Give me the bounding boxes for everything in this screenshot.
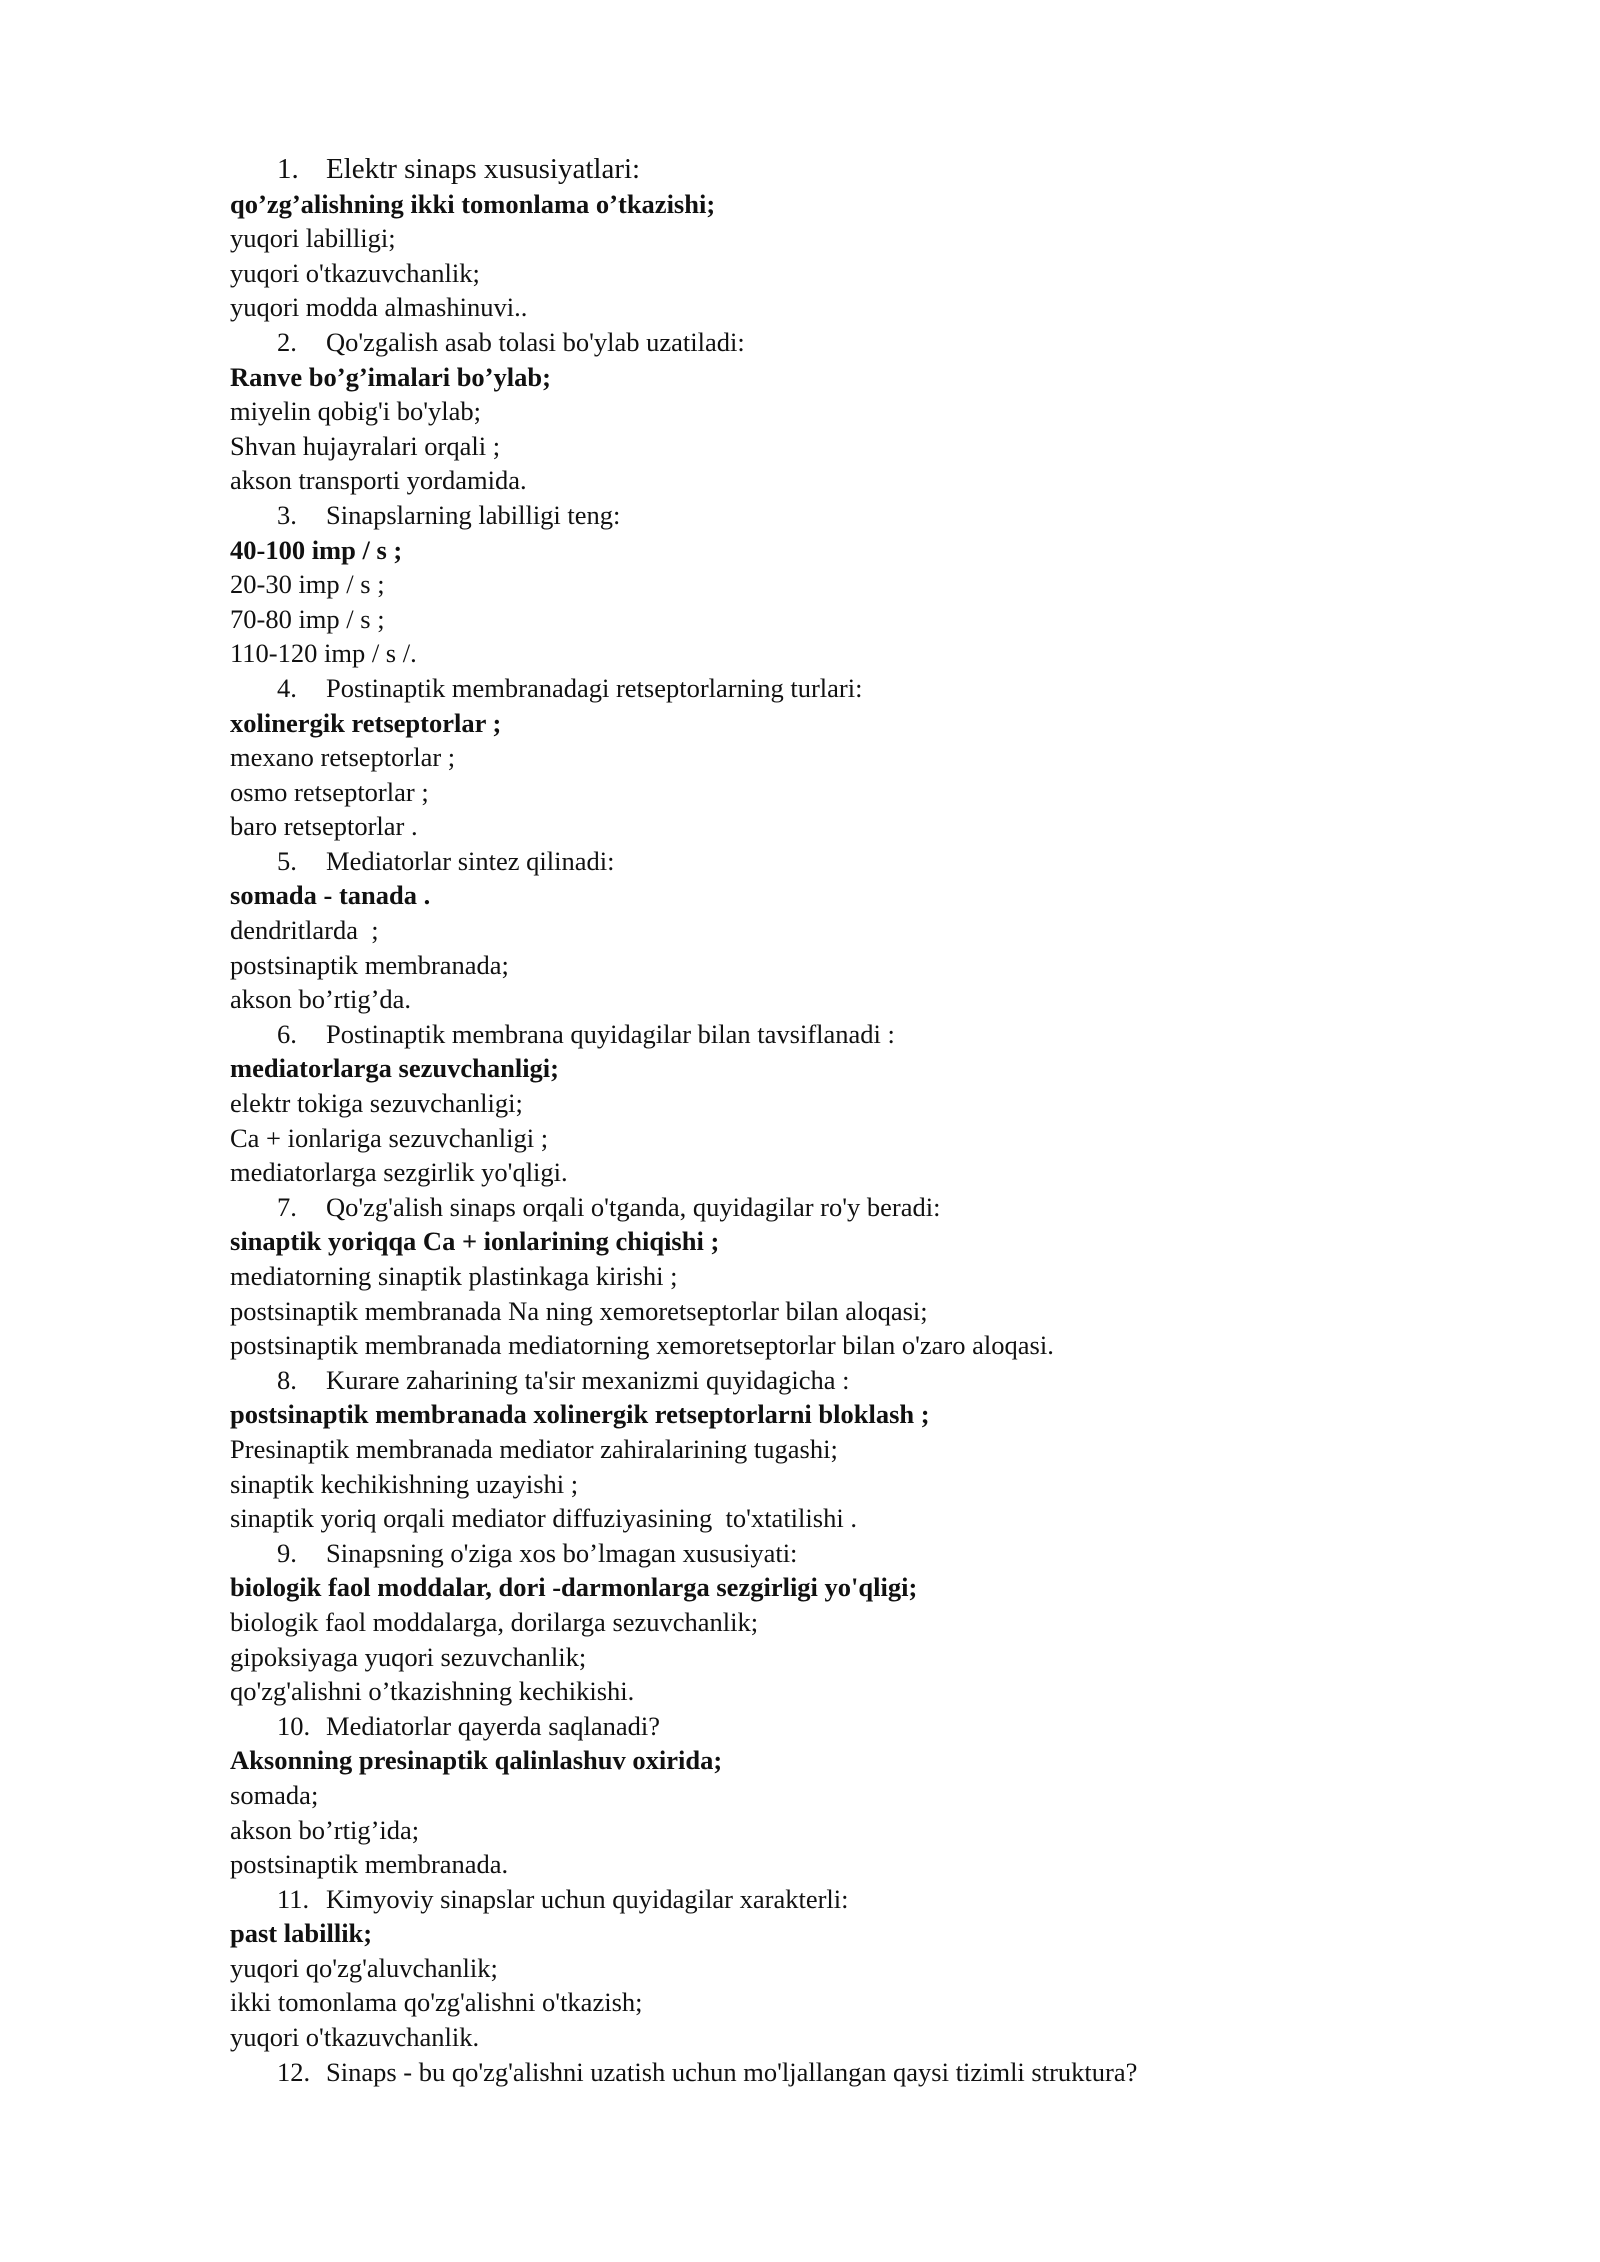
answer-option: elektr tokiga sezuvchanligi; — [230, 1088, 523, 1119]
answer-option: gipoksiyaga yuqori sezuvchanlik; — [230, 1641, 587, 1672]
correct-answer: somada - tanada . — [230, 880, 431, 911]
answer-option: biologik faol moddalarga, dorilarga sezuvchanlik; — [230, 1606, 759, 1637]
answer-option: mediatorning sinaptik plastinkaga kirishi ; — [230, 1261, 678, 1291]
answer-option: somada; — [230, 1779, 319, 1810]
answer-option: mexano retseptorlar ; — [230, 742, 456, 773]
correct-answer: sinaptik yoriqqa Ca + ionlarining chiqishi ; — [230, 1226, 720, 1257]
question-text: Sinapsning o'ziga xos bo’lmagan xususiyati: — [326, 1537, 798, 1568]
question-11 — [230, 1882, 1530, 1917]
answer-option: Presinaptik membranada mediator zahiralarining tugashi; — [230, 1433, 838, 1464]
answer-option: miyelin qobig'i bo'ylab; — [230, 396, 481, 427]
question-text: Qo'zgalish asab tolasi bo'ylab uzatiladi: — [326, 326, 745, 357]
question-2 — [230, 325, 1530, 360]
answer-option: Ca + ionlariga sezuvchanligi ; — [230, 1122, 549, 1153]
question-number: 11. — [277, 1883, 310, 1914]
question-5 — [230, 844, 1530, 879]
answer-option: yuqori o'tkazuvchanlik. — [230, 2022, 480, 2053]
question-number: 10. — [277, 1710, 311, 1741]
correct-answer: Ranve bo’g’imalari bo’ylab; — [230, 361, 551, 392]
answer-option: yuqori qo'zg'aluvchanlik; — [230, 1952, 498, 1983]
correct-answer: xolinergik retseptorlar ; — [230, 707, 502, 738]
answer-option: postsinaptik membranada mediatorning xemoretseptorlar bilan o'zaro aloqasi. — [230, 1330, 1054, 1361]
answer-option: akson bo’rtig’ida; — [230, 1814, 420, 1845]
question-text: Sinapslarning labilligi teng: — [326, 499, 621, 530]
answer-option: dendritlarda ; — [230, 915, 379, 946]
answer-option: qo'zg'alishni o’tkazishning kechikishi. — [230, 1676, 635, 1707]
answer-option: akson bo’rtig’da. — [230, 984, 412, 1015]
question-7 — [230, 1190, 1530, 1225]
answer-option: yuqori o'tkazuvchanlik; — [230, 257, 480, 288]
question-text: Mediatorlar sintez qilinadi: — [326, 845, 615, 876]
question-text: Elektr sinaps xususiyatlari: — [326, 153, 641, 185]
question-number: 7. — [277, 1191, 297, 1222]
question-text: Mediatorlar qayerda saqlanadi? — [326, 1710, 661, 1741]
question-text: Postinaptik membranadagi retseptorlarning turlari: — [326, 672, 863, 703]
answer-option: akson transporti yordamida. — [230, 465, 527, 496]
answer-option: postsinaptik membranada Na ning xemoretseptorlar bilan aloqasi; — [230, 1295, 928, 1326]
question-text: Kurare zaharining ta'sir mexanizmi quyidagicha : — [326, 1364, 850, 1395]
question-8 — [230, 1363, 1530, 1398]
answer-option: postsinaptik membranada; — [230, 949, 509, 980]
answer-option: baro retseptorlar . — [230, 811, 418, 842]
correct-answer: mediatorlarga sezuvchanligi; — [230, 1053, 559, 1084]
question-number: 6. — [277, 1018, 297, 1049]
correct-answer: Aksonning presinaptik qalinlashuv oxirida; — [230, 1745, 723, 1776]
correct-answer: 40-100 imp / s ; — [230, 534, 403, 565]
question-3 — [230, 498, 1530, 533]
question-number: 8. — [277, 1364, 297, 1395]
answer-option: ikki tomonlama qo'zg'alishni o'tkazish; — [230, 1987, 643, 2018]
answer-option: postsinaptik membranada. — [230, 1849, 509, 1880]
question-text: Kimyoviy sinapslar uchun quyidagilar xarakterli: — [326, 1883, 849, 1914]
question-12 — [230, 2055, 1530, 2090]
question-6 — [230, 1017, 1530, 1052]
question-number: 5. — [277, 845, 297, 876]
question-text: Sinaps - bu qo'zg'alishni uzatish uchun mo'ljallangan qaysi tizimli struktura? — [326, 2056, 1138, 2087]
correct-answer: postsinaptik membranada xolinergik retseptorlarni bloklash ; — [230, 1399, 930, 1430]
question-number: 4. — [277, 672, 297, 703]
answer-option: sinaptik kechikishning uzayishi ; — [230, 1468, 579, 1499]
answer-option: sinaptik yoriq orqali mediator diffuziyasining to'xtatilishi . — [230, 1503, 857, 1534]
correct-answer: qo’zg’alishning ikki tomonlama o’tkazishi; — [230, 188, 716, 219]
question-4 — [230, 671, 1530, 706]
question-number: 2. — [277, 326, 297, 357]
answer-option: yuqori labilligi; — [230, 223, 396, 254]
question-9 — [230, 1536, 1530, 1571]
question-text: Qo'zg'alish sinaps orqali o'tganda, quyidagilar ro'y beradi: — [326, 1191, 941, 1222]
answer-option: 70-80 imp / s ; — [230, 603, 385, 634]
question-text: Postinaptik membrana quyidagilar bilan tavsiflanadi : — [326, 1018, 895, 1049]
answer-option: yuqori modda almashinuvi.. — [230, 292, 528, 323]
question-number: 3. — [277, 499, 297, 530]
document-body — [230, 152, 1530, 2089]
question-1 — [230, 152, 1530, 187]
answer-option: Shvan hujayralari orqali ; — [230, 430, 501, 461]
question-number: 1. — [277, 153, 299, 185]
correct-answer: past labillik; — [230, 1918, 373, 1949]
answer-option: 20-30 imp / s ; — [230, 569, 385, 600]
question-number: 9. — [277, 1537, 297, 1568]
question-10 — [230, 1709, 1530, 1744]
answer-option: osmo retseptorlar ; — [230, 776, 429, 807]
answer-option: mediatorlarga sezgirlik yo'qligi. — [230, 1157, 568, 1188]
correct-answer: biologik faol moddalar, dori -darmonlarga sezgirligi yo'qligi; — [230, 1572, 918, 1603]
answer-option: 110-120 imp / s /. — [230, 638, 417, 669]
question-number: 12. — [277, 2056, 311, 2087]
